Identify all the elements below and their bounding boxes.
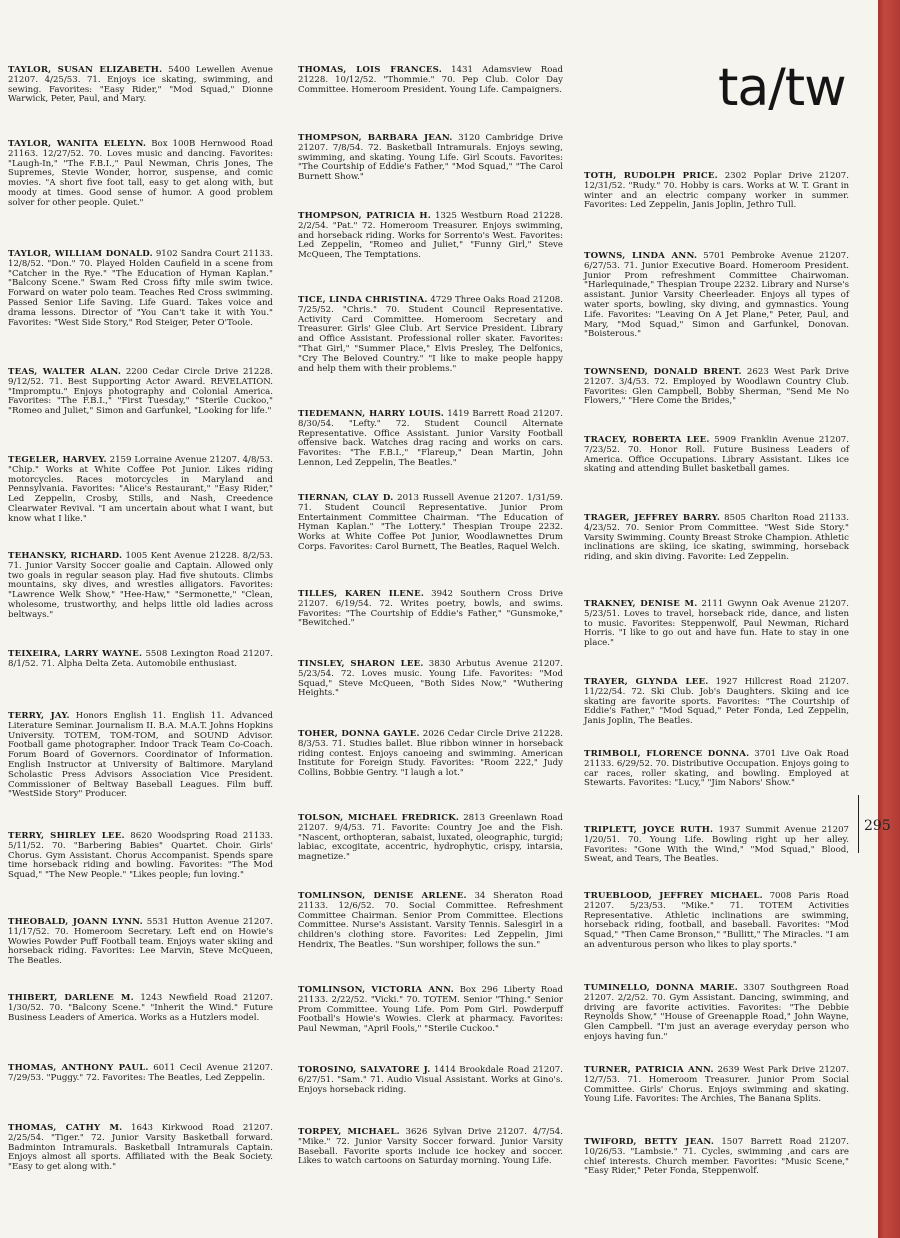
senior-details: 1325 Westburn Road 21228. 2/2/54. "Pat." 72. Homeroom Treasurer. Enjoys swimming, and horseback riding. Works for Sorrento's West. Favorites: Led Zeppelin, "Romeo and Juliet," "Funny Girl," Steve McQueen, The Temptations. [298,211,563,261]
senior-details: 9102 Sandra Court 21133. 12/8/52. "Don." 70. Played Holden Caufield in a scene from "Catcher in the Rye." "The Education of Hyman Kaplan." "Balcony Scene." Swam Red Cross fifty mile swim twice. Forward on water polo team. Teaches Red Cross swimming. Passed Senior Life Saving. Life Guard. Takes voice and drama lessons. Director of "You Can't take it with You." Favorites: "West Side Story," Rod Steiger, Peter O'Toole. [8,249,273,328]
senior-entry [8,456,273,525]
senior-entry [298,212,563,261]
senior-entry [298,1066,563,1095]
senior-name: TICE, LINDA CHRISTINA. [298,295,428,305]
senior-details: 2200 Cedar Circle Drive 21228. 9/12/52. 71. Best Supporting Actor Award. REVELATION. "Impromptu." Enjoys photography and Colonial America. Favorites: "The F.B.I.," "First Tuesday," "Sterile Cuckoo," "Romeo and Juliet," Simon and Garfunkel, "Looking for life." [8,367,274,417]
senior-name: TOLSON, MICHAEL FREDRICK. [298,813,460,823]
senior-details: 1507 Barrett Road 21207. 10/26/53. "Lambsie." 71. Cycles, swimming ,and cars are chief interests. Church member. Favorites: "Music Scene," "Easy Rider," Peter Fonda, Steppenwolf. [584,1137,849,1177]
senior-name: TRAGER, JEFFREY BARRY. [584,513,721,523]
section-title: ta/tw [718,58,846,118]
senior-entry [584,172,849,211]
senior-entry [584,826,849,865]
senior-details: 1243 Newfield Road 21207. 1/30/52. 70. "Balcony Scene." "Inherit the Wind." Future Business Leaders of America. Works as a Hutzlers model. [8,993,273,1023]
senior-entry [8,368,273,417]
senior-details: 2111 Gwynn Oak Avenue 21207. 5/23/51. Loves to travel, horseback ride, dance, and listen to music. Favorites: Steppenwolf, Paul Newman, Richard Horris. "I like to go out and have fun. Hate to stay in one place." [584,599,849,649]
senior-name: TRIPLETT, JOYCE RUTH. [584,825,714,835]
senior-entry [298,296,563,374]
senior-name: TAYLOR, SUSAN ELIZABETH. [8,65,163,75]
senior-name: TOWNS, LINDA ANN. [584,251,698,261]
page-number-rule [858,795,859,853]
senior-entry [298,660,563,699]
senior-entry [584,892,849,951]
senior-details: Box 296 Liberty Road 21133. 2/22/52. "Vicki." 70. TOTEM. Senior "Thing." Senior Prom Committee. Young Life. Pom Pom Girl. Powderpuff Football's Howie's Wowies. Clerk at pharmacy. Favorites: Paul Newman, "April Fools," "Sterile Cuckoo." [298,985,563,1035]
senior-entry [8,1064,273,1084]
senior-details: 5701 Pembroke Avenue 21207. 6/27/53. 71. Junior Executive Board. Homeroom President. Junior Prom refreshment Committee Chairwoman. "Harlequinade," Thespian Troupe 2232. Library and Nurse's assistant. Junior Varsity Cheerleader. Enjoys all types of water sports, bowling, sky diving, and gymnastics. Young Life. Favorites: "Leaving On A Jet Plane," Peter, Paul, and Mary, "Mod Squad," Simon and Garfunkel, Donovan. "Boisterous." [584,251,849,340]
senior-entry [8,250,273,328]
senior-entry [8,650,273,670]
senior-details: 2026 Cedar Circle Drive 21228. 8/3/53. 71. Studies ballet. Blue ribbon winner in horseback riding contest. Enjoys canoeing and swimming. American Institute for Foreign Study. Favorites: "Room 222," Judy Collins, Bobbie Gentry. "I laugh a lot." [298,729,564,779]
senior-entry [298,66,563,95]
senior-name: TRACEY, ROBERTA LEE. [584,435,710,445]
senior-name: TWIFORD, BETTY JEAN. [584,1137,715,1147]
page-number: 295 [864,818,891,834]
senior-entry [298,134,563,183]
senior-details: 2813 Greenlawn Road 21207. 9/4/53. 71. Favorite: Country Joe and the Fish. "Nascent, orthopteran, sabaist, luxated, oleographic, turgid; labiac, excogitate, accentric, hydrophytic, crispy, intarsia, magnetize." [298,813,564,863]
senior-name: THOMPSON, PATRICIA H. [298,211,431,221]
senior-name: TAYLOR, WANITA ELELYN. [8,139,147,149]
senior-entry [8,712,273,800]
senior-details: 1937 Summit Avenue 21207 1/20/51. 70. Young Life. Bowling right up her alley. Favorites: "Gone With the Wind," "Mod Squad," Blood, Sweat, and Tears, The Beatles. [584,825,850,865]
senior-details: 1005 Kent Avenue 21228. 8/2/53. 71. Junior Varsity Soccer goalie and Captain. Allowed only two goals in regular season play. Had five shutouts. Climbs mountains, sky dives, and wrestles alligators. Favorites: "Lawrence Welk Show," "Hee-Haw," "Sermonette," "Clean, wholesome, trustworthy, and helps little old ladies across beltways." [8,551,274,620]
senior-entry [584,1066,849,1105]
senior-details: 4729 Three Oaks Road 21208. 7/25/52. "Chris." 70. Student Council Representative. Activity Card Committee. Homeroom Secretary and Treasurer. Girls' Glee Club. Art Service President. Library and Office Assistant. Professional roller skater. Favorites: "That Girl," "Summer Place," Elvis Presley, The Delfonics, "Cry The Beloved Country." "I like to make people happy and help them with their problems." [298,295,563,374]
senior-details: 8620 Woodspring Road 21133. 5/11/52. 70. "Barbering Babies" Quartet. Choir. Girls' Chorus. Gym Assistant. Chorus Accompanist. Spends spare time horseback riding and bowling. Favorites: "The Mod Squad," "The New People." "Likes people; fun loving." [8,831,274,881]
senior-entry [298,730,563,779]
senior-details: 3830 Arbutus Avenue 21207. 5/23/54. 72. Loves music. Young Life. Favorites: "Mod Squad," Steve McQueen, "Both Sides Now," "Wuthering Heights." [298,659,563,699]
senior-name: TRAKNEY, DENISE M. [584,599,698,609]
senior-details: 1414 Brookdale Road 21207. 6/27/51. "Sam." 71. Audio Visual Assistant. Works at Gino's. Enjoys horseback riding. [298,1065,563,1095]
senior-name: TOMLINSON, VICTORIA ANN. [298,985,454,995]
senior-details: 1419 Barrett Road 21207. 8/30/54. "Lefty." 72. Student Council Alternate Representative. Office Assistant. Junior Varsity Football offensive back. Watches drag racing and works on cars. Favorites: "The F.B.I.," "Flareup," Dean Martin, John Lennon, Led Zeppelin, The Beatles." [298,409,563,468]
senior-name: TERRY, JAY. [8,711,70,721]
senior-name: TOWNSEND, DONALD BRENT. [584,367,742,377]
senior-name: TORPEY, MICHAEL. [298,1127,400,1137]
senior-details: 34 Sheraton Road 21133. 12/6/52. 70. Social Committee. Refreshment Committee Chairman. Senior Prom Committee. Elections Committee. Nurse's Assistant. Varsity Tennis. Salesgirl in a children's clothing store. Favorites: Led Zeppelin, Jimi Hendrix, The Beatles. "Sun worshiper, follows the sun." [298,891,564,950]
senior-entry [8,552,273,621]
senior-details: 5531 Hutton Avenue 21207. 11/17/52. 70. Homeroom Secretary. Left end on Howie's Wowies Powder Puff Football team. Enjoys water skiing and horseback riding. Favorites: Lee Marvin, Steve McQueen, The Beatles. [8,917,274,967]
senior-name: THOMPSON, BARBARA JEAN. [298,133,453,143]
senior-entry [8,994,273,1023]
senior-details: 1431 Adamsview Road 21228. 10/12/52. "Thommie." 70. Pep Club. Color Day Committee. Homeroom President. Young Life. Campaigners. [298,65,563,95]
senior-name: TURNER, PATRICIA ANN. [584,1065,714,1075]
senior-name: TOMLINSON, DENISE ARLENE. [298,891,467,901]
page-edge-strip [878,0,900,1238]
senior-name: TEHANSKY, RICHARD. [8,551,123,561]
senior-entry [584,436,849,475]
senior-name: TRIMBOLI, FLORENCE DONNA. [584,749,750,759]
senior-details: 2159 Lorraine Avenue 21207. 4/8/53. "Chip." Works at White Coffee Pot Junior. Likes riding motorcycles. Races motorcycles in Maryland and Pennsylvania. Favorites: "Alice's Restaurant," "Easy Rider," Led Zeppelin, Crosby, Stills, and Nash, Creedence Clearwater Revival. "I am uncertain about what I want, but know what I like." [8,455,273,524]
senior-name: TOROSINO, SALVATORE J. [298,1065,431,1075]
senior-name: THOMAS, CATHY M. [8,1123,123,1133]
senior-entry [298,1128,563,1167]
senior-entry [584,252,849,340]
senior-details: 5508 Lexington Road 21207. 8/1/52. 71. Alpha Delta Zeta. Automobile enthusiast. [8,649,273,669]
senior-entry [8,918,273,967]
senior-name: TIEDEMANN, HARRY LOUIS. [298,409,444,419]
senior-details: 2302 Poplar Drive 21207. 12/31/52. "Rudy." 70. Hobby is cars. Works at W. T. Grant in winter and an electric company worker in summer. Favorites: Led Zeppelin, Janis Joplin, Jethro Tull. [584,171,849,211]
senior-details: 5909 Franklin Avenue 21207. 7/23/52. 70. Honor Roll. Future Business Leaders of America. Office Occupations. Library Assistant. Likes ice skating and attending Bullet basketball games. [584,435,849,475]
senior-entry [584,678,849,727]
senior-entry [298,590,563,629]
senior-name: TUMINELLO, DONNA MARIE. [584,983,738,993]
senior-name: THIBERT, DARLENE M. [8,993,134,1003]
senior-entry [584,600,849,649]
senior-entry [8,140,273,209]
senior-entry [584,984,849,1043]
senior-entry [584,750,849,789]
senior-name: THOMAS, LOIS FRANCES. [298,65,442,75]
senior-name: TINSLEY, SHARON LEE. [298,659,424,669]
senior-details: Honors English 11. English 11. Advanced Literature Seminar. Journalism II. B.A. M.A.T. Johns Hopkins University. TOTEM, TOM-TOM, and SOUND Advisor. Football game photographer. Indoor Track Team Co-Coach. Forum Board of Governors. Coordinator of Information. English Instructor at University of Baltimore. Maryland Scholastic Press Advisors Association Vice President. Commissioner of Beltway Baseball Leagues. Film buff. "WestSide Story" Producer. [8,711,273,800]
senior-entry [8,1124,273,1173]
senior-details: 3626 Sylvan Drive 21207. 4/7/54. "Mike." 72. Junior Varsity Soccer forward. Junior Varsity Baseball. Favorite sports include ice hockey and soccer. Likes to watch cartoons on Saturday morning. Young Life. [298,1127,563,1167]
senior-details: Box 100B Hernwood Road 21163. 12/27/52. 70. Loves music and dancing. Favorites: "Laugh-In," "The F.B.I.," Paul Newman, Chris Jones, The Supremes, Stevie Wonder, horror, suspense, and comic movies. "A short five foot tall, easy to get along with, but moody at times. Good sense of humor. A good problem solver for other people. Quiet." [8,139,273,208]
senior-name: TILLES, KAREN ILENE. [298,589,425,599]
senior-entry [584,368,849,407]
senior-entry [298,410,563,469]
senior-name: TEIXEIRA, LARRY WAYNE. [8,649,143,659]
senior-entry [298,892,563,951]
senior-name: TIERNAN, CLAY D. [298,493,394,503]
senior-name: TOHER, DONNA GAYLE. [298,729,420,739]
senior-name: TEAS, WALTER ALAN. [8,367,122,377]
senior-entry [584,514,849,563]
senior-details: 3120 Cambridge Drive 21207. 7/8/54. 72. Basketball Intramurals. Enjoys sewing, swimming, and skating. Young Life. Girl Scouts. Favorites: "The Courtship of Eddie's Father," "Mod Squad," "The Carol Burnett Show." [298,133,563,183]
senior-details: 2623 West Park Drive 21207. 3/4/53. 72. Employed by Woodlawn Country Club. Favorites: Glen Campbell, Bobby Sherman, "Send Me No Flowers," "Here Come the Brides," [584,367,850,407]
senior-name: THOMAS, ANTHONY PAUL. [8,1063,149,1073]
senior-details: 6011 Cecil Avenue 21207. 7/29/53. "Puggy." 72. Favorites: The Beatles, Led Zeppelin. [8,1063,274,1083]
senior-name: THEOBALD, JOANN LYNN. [8,917,143,927]
senior-name: TERRY, SHIRLEY LEE. [8,831,125,841]
senior-details: 2639 West Park Drive 21207. 12/7/53. 71. Homeroom Treasurer. Junior Prom Social Committee. Girls' Chorus. Enjoys swimming and skating. Young Life. Favorites: The Archies, The Banana Splits. [584,1065,849,1105]
senior-details: 3307 Southgreen Road 21207. 2/2/52. 70. Gym Assistant. Dancing, swimming, and driving are favorite activities. Favorites: "The Debbie Reynolds Show," "House of Greenapple Road," John Wayne, Glen Campbell. "I'm just an average everyday person who enjoys having fun." [584,983,849,1042]
senior-name: TOTH, RUDOLPH PRICE. [584,171,718,181]
senior-name: TAYLOR, WILLIAM DONALD. [8,249,153,259]
senior-name: TRUEBLOOD, JEFFREY MICHAEL. [584,891,763,901]
senior-details: 1643 Kirkwood Road 21207. 2/25/54. "Tiger." 72. Junior Varsity Basketball forward. Badminton Intramurals. Basketball Intramurals Captain. Enjoys almost all sports. Affiliated with the Beak Society. "Easy to get along with." [8,1123,273,1173]
senior-details: 7008 Paris Road 21207. 5/23/53. "Mike." 71. TOTEM Activities Representative. Athletic inclinations are swimming, horseback riding, football, and baseball. Favorites: "Mod Squad," "Then Came Bronson," "Bullitt," The Miracles. "I am an adventurous person who likes to play sports." [584,891,850,950]
senior-entry [8,832,273,881]
senior-details: 8505 Charlton Road 21133. 4/23/52. 70. Senior Prom Committee. "West Side Story." Varsity Swimming. County Breast Stroke Champion. Athletic inclinations are skiing, ice skating, swimming, horseback riding, and skin diving. Favorite: Led Zeppelin. [584,513,849,563]
senior-details: 1927 Hillcrest Road 21207. 11/22/54. 72. Ski Club. Job's Daughters. Skiing and ice skating are favorite sports. Favorites: "The Courtship of Eddie's Father," "Mod Squad," Peter Fonda, Led Zeppelin, Janis Joplin, The Beatles. [584,677,849,727]
senior-details: 5400 Lewellen Avenue 21207. 4/25/53. 71. Enjoys ice skating, swimming, and sewing. Favorites: "Easy Rider," "Mod Squad," Dionne Warwick, Peter, Paul, and Mary. [8,65,274,105]
senior-name: TRAYER, GLYNDA LEE. [584,677,709,687]
senior-entry [298,494,563,553]
senior-details: 3942 Southern Cross Drive 21207. 6/19/54. 72. Writes poetry, bowls, and swims. Favorites: "The Courtship of Eddie's Father," "Gunsmoke," "Bewitched." [298,589,563,629]
senior-entry [8,66,273,105]
senior-details: 2013 Russell Avenue 21207. 1/31/59. 71. Student Council Representative. Junior Prom Entertainment Committee Chairman. "The Education of Hyman Kaplan." "The Lottery." Thespian Troupe 2232. Works at White Coffee Pot Junior, Woodlawnettes Drum Corps. Favorites: Carol Burnett, The Beatles, Raquel Welch. [298,493,564,552]
senior-name: TEGELER, HARVEY. [8,455,107,465]
senior-entry [298,814,563,863]
senior-details: 3701 Live Oak Road 21133. 6/29/52. 70. Distributive Occupation. Enjoys going to car races, roller skating, and bowling. Employed at Stewarts. Favorites: "Lucy," "Jim Nabors' Show." [584,749,849,789]
senior-entry [298,986,563,1035]
senior-entry [584,1138,849,1177]
